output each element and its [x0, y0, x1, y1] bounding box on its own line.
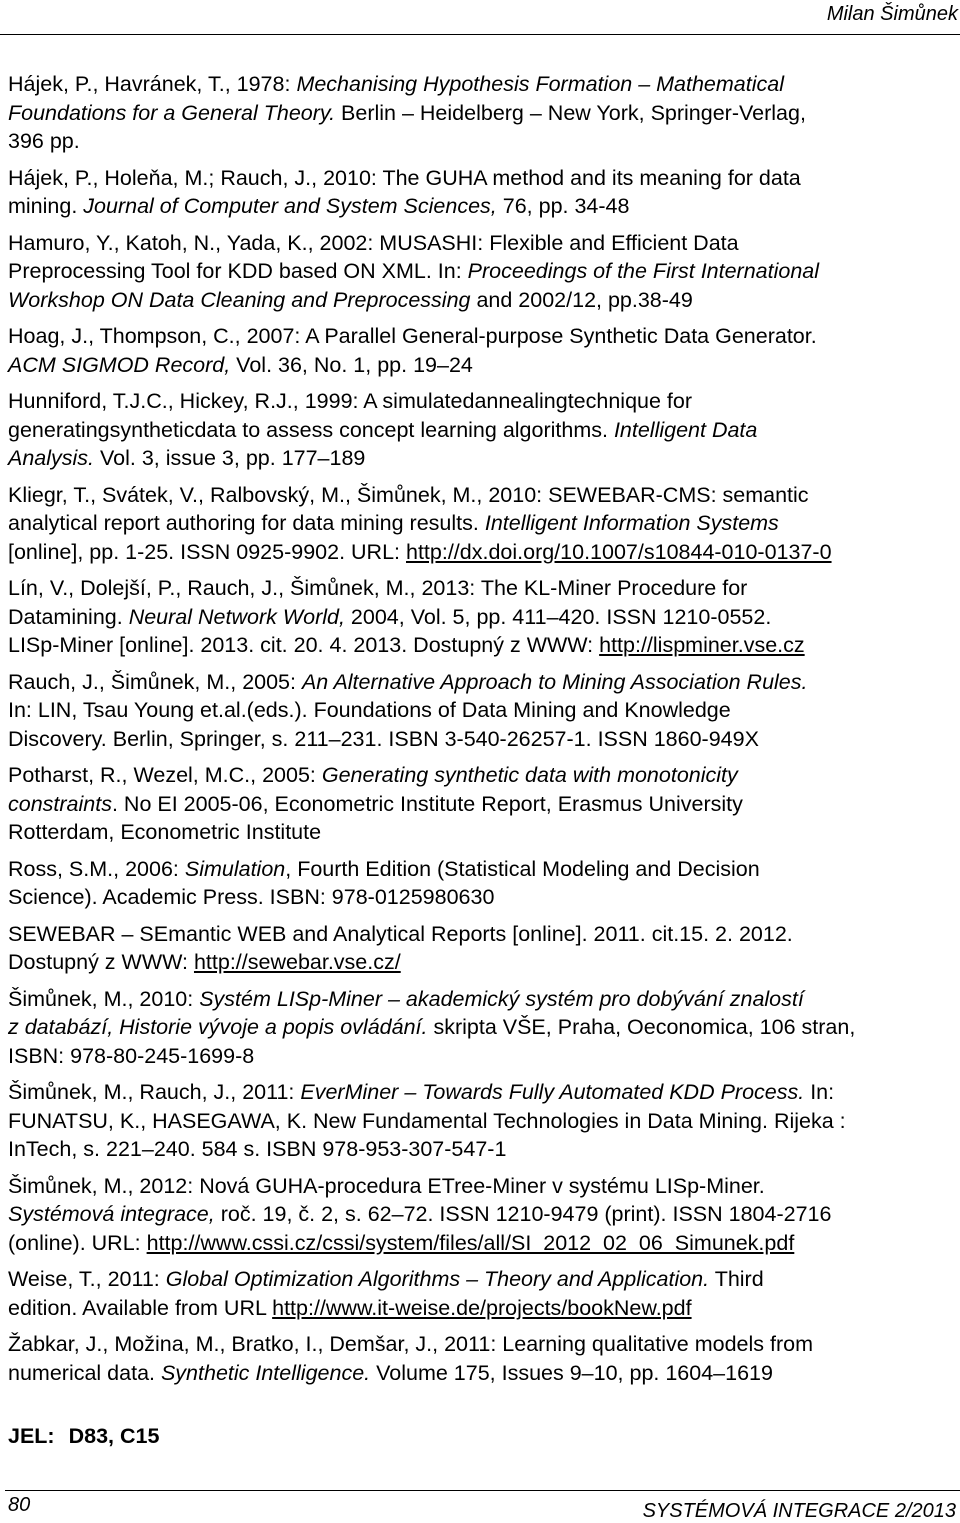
reference-line: Preprocessing Tool for KDD based ON XML. In: Proceedings of the First International: [8, 259, 820, 283]
reference-line: Šimůnek, M., Rauch, J., 2011: EverMiner – Towards Fully Automated KDD Process. In:: [8, 1080, 835, 1104]
reference-italic-title: Proceedings of the First International: [467, 259, 820, 283]
reference-line: Hájek, P., Holeňa, M.; Rauch, J., 2010: The GUHA method and its meaning for data: [8, 165, 801, 190]
reference-line: mining. Journal of Computer and System Sciences, 76, pp. 34-48: [8, 194, 630, 218]
reference-entry: [8, 1265, 958, 1322]
reference-url-link[interactable]: http://sewebar.vse.cz/: [193, 950, 401, 974]
reference-entry: [8, 322, 958, 379]
reference-line: Hoag, J., Thompson, C., 2007: A Parallel General-purpose Synthetic Data Generator.: [8, 324, 817, 348]
reference-line: Rotterdam, Econometric Institute: [8, 820, 322, 844]
reference-line: Dostupný z WWW: http://sewebar.vse.cz/: [8, 950, 401, 974]
reference-line: [online], pp. 1-25. ISSN 0925-9902. URL: http://dx.doi.org/10.1007/s10844-010-0137-0: [8, 539, 832, 564]
reference-line: ISBN: 978-80-245-1699-8: [8, 1043, 255, 1068]
reference-url-link[interactable]: http://www.cssi.cz/cssi/system/files/all/SI_2012_02_06_Simunek.pdf: [146, 1230, 795, 1255]
reference-entry: [8, 164, 958, 221]
reference-entry: [8, 1330, 958, 1387]
reference-italic-title: Workshop ON Data Cleaning and Preprocessing: [8, 287, 471, 312]
reference-entry: [8, 70, 958, 156]
reference-italic-title: Mechanising Hypothesis Formation – Mathematical: [296, 72, 784, 96]
reference-line: 396 pp.: [8, 129, 80, 153]
reference-line: In: LIN, Tsau Young et.al.(eds.). Foundations of Data Mining and Knowledge: [8, 698, 731, 722]
reference-italic-title: Intelligent Information Systems: [484, 511, 779, 535]
reference-line: ACM SIGMOD Record, Vol. 36, No. 1, pp. 19–24: [8, 352, 473, 377]
reference-line: z databází, Historie vývoje a popis ovládání. skripta VŠE, Praha, Oeconomica, 106 stran,: [8, 1015, 856, 1039]
reference-italic-title: Systém LISp-Miner – akademický systém pro dobývání znalostí: [199, 986, 804, 1011]
reference-line: Lín, V., Dolejší, P., Rauch, J., Šimůnek, M., 2013: The KL-Miner Procedure for: [8, 576, 748, 600]
reference-italic-title: Systémová integrace,: [8, 1202, 215, 1226]
reference-line: Science). Academic Press. ISBN: 978-0125980630: [8, 885, 495, 909]
reference-italic-title: ACM SIGMOD Record,: [8, 352, 231, 377]
page-header: [0, 0, 960, 35]
reference-line: Potharst, R., Wezel, M.C., 2005: Generating synthetic data with monotonicity: [8, 763, 738, 787]
reference-line: Analysis. Vol. 3, issue 3, pp. 177–189: [8, 446, 366, 470]
reference-italic-title: Global Optimization Algorithms – Theory and Application.: [165, 1267, 710, 1291]
reference-entry: [8, 761, 958, 847]
reference-line: Weise, T., 2011: Global Optimization Algorithms – Theory and Application. Third: [8, 1267, 764, 1291]
journal-name: SYSTÉMOVÁ INTEGRACE 2/2013: [642, 1500, 956, 1522]
reference-line: (online). URL: http://www.cssi.cz/cssi/system/files/all/SI_2012_02_06_Simunek.pdf: [8, 1230, 795, 1255]
reference-url-link[interactable]: http://dx.doi.org/10.1007/s10844-010-0137-0: [406, 539, 832, 564]
reference-line: LISp-Miner [online]. 2013. cit. 20. 4. 2013. Dostupný z WWW: http://lispminer.vse.cz: [8, 633, 805, 657]
reference-italic-title: Synthetic Intelligence.: [160, 1360, 371, 1385]
reference-line: Discovery. Berlin, Springer, s. 211–231. ISBN 3-540-26257-1. ISSN 1860-949X: [8, 726, 759, 751]
reference-line: Hájek, P., Havránek, T., 1978: Mechanising Hypothesis Formation – Mathematical: [8, 72, 784, 96]
reference-italic-title: Journal of Computer and System Sciences,: [83, 194, 497, 218]
reference-line: InTech, s. 221–240. 584 s. ISBN 978-953-307-547-1: [8, 1137, 507, 1161]
reference-entry: [8, 855, 958, 912]
reference-url-link[interactable]: http://lispminer.vse.cz: [599, 633, 805, 657]
reference-url-link[interactable]: http://www.it-weise.de/projects/bookNew.pdf: [272, 1295, 692, 1320]
reference-entry: [8, 985, 958, 1071]
reference-italic-title: Simulation: [184, 856, 286, 881]
reference-entry: [8, 481, 958, 567]
reference-entry: [8, 1078, 958, 1164]
reference-line: Systémová integrace, roč. 19, č. 2, s. 62–72. ISSN 1210-9479 (print). ISSN 1804-2716: [8, 1202, 832, 1226]
reference-line: Hunniford, T.J.C., Hickey, R.J., 1999: A simulatedannealingtechnique for: [8, 389, 693, 413]
jel-codes: D83, C15: [68, 1424, 160, 1448]
jel-classification: [8, 1424, 159, 1449]
reference-italic-title: An Alternative Approach to Mining Association Rules.: [301, 669, 808, 694]
jel-label: JEL:: [8, 1424, 55, 1448]
reference-line: edition. Available from URL http://www.it-weise.de/projects/bookNew.pdf: [8, 1295, 692, 1320]
reference-line: analytical report authoring for data mining results. Intelligent Information Systems: [8, 511, 779, 535]
reference-line: Rauch, J., Šimůnek, M., 2005: An Alternative Approach to Mining Association Rules.: [8, 669, 808, 694]
reference-line: Kliegr, T., Svátek, V., Ralbovský, M., Šimůnek, M., 2010: SEWEBAR-CMS: semantic: [8, 482, 809, 507]
reference-line: FUNATSU, K., HASEGAWA, K. New Fundamental Technologies in Data Mining. Rijeka :: [8, 1108, 846, 1133]
reference-italic-title: constraints: [8, 791, 112, 816]
reference-italic-title: EverMiner – Towards Fully Automated KDD Process.: [300, 1080, 805, 1104]
reference-line: Foundations for a General Theory. Berlin – Heidelberg – New York, Springer-Verlag,: [8, 100, 806, 125]
reference-line: Šimůnek, M., 2012: Nová GUHA-procedura ETree-Miner v systému LISp-Miner.: [8, 1173, 765, 1198]
reference-italic-title: Neural Network World,: [128, 604, 345, 629]
reference-line: Workshop ON Data Cleaning and Preprocessing and 2002/12, pp.38-49: [8, 287, 693, 312]
reference-italic-title: Foundations for a General Theory.: [8, 100, 336, 125]
page-number: 80: [8, 1494, 31, 1516]
reference-line: Ross, S.M., 2006: Simulation, Fourth Edition (Statistical Modeling and Decision: [8, 856, 760, 881]
reference-entry: [8, 668, 958, 754]
reference-italic-title: Analysis.: [8, 446, 95, 470]
reference-italic-title: Intelligent Data: [613, 417, 758, 442]
reference-line: numerical data. Synthetic Intelligence. Volume 175, Issues 9–10, pp. 1604–1619: [8, 1360, 773, 1385]
reference-line: SEWEBAR – SEmantic WEB and Analytical Reports [online]. 2011. cit.15. 2. 2012.: [8, 921, 793, 946]
reference-line: Žabkar, J., Možina, M., Bratko, I., Demšar, J., 2011: Learning qualitative models from: [8, 1332, 814, 1356]
reference-line: Datamining. Neural Network World, 2004, Vol. 5, pp. 411–420. ISSN 1210-0552.: [8, 604, 772, 629]
reference-line: generatingsyntheticdata to assess concept learning algorithms. Intelligent Data: [8, 417, 758, 442]
reference-line: Hamuro, Y., Katoh, N., Yada, K., 2002: MUSASHI: Flexible and Efficient Data: [8, 230, 739, 255]
header-author: Milan Šimůnek: [826, 3, 958, 25]
reference-list: [8, 70, 958, 1395]
reference-entry: [8, 387, 958, 473]
reference-entry: [8, 229, 958, 315]
reference-line: Šimůnek, M., 2010: Systém LISp-Miner – akademický systém pro dobývání znalostí: [8, 986, 804, 1011]
reference-italic-title: z databází, Historie vývoje a popis ovládání.: [8, 1015, 428, 1039]
footer-divider: [5, 1490, 960, 1491]
reference-entry: [8, 920, 958, 977]
reference-italic-title: Generating synthetic data with monotonicity: [321, 763, 738, 787]
reference-entry: [8, 574, 958, 660]
reference-entry: [8, 1172, 958, 1258]
reference-line: constraints. No EI 2005-06, Econometric Institute Report, Erasmus University: [8, 791, 743, 816]
